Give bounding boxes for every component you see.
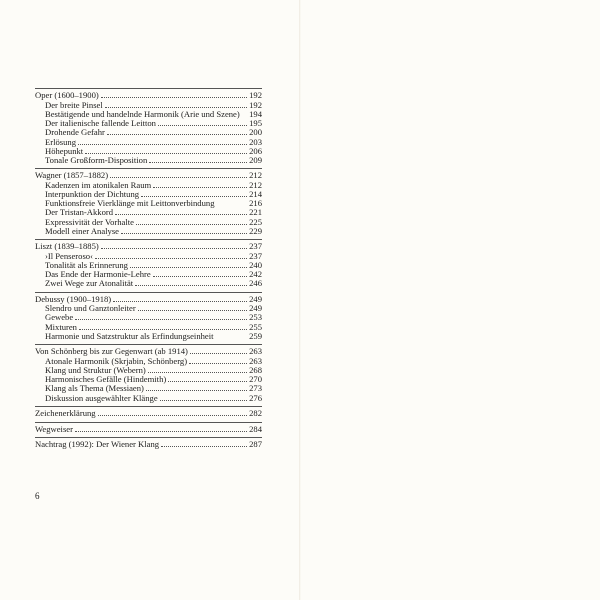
- toc-dot-leader: [121, 227, 247, 234]
- toc-entry-title: Zeichenerklärung: [35, 407, 96, 418]
- toc-dot-leader: [101, 242, 247, 249]
- toc-entry-title: Nachtrag (1992): Der Wiener Klang: [35, 439, 160, 450]
- toc-page-number: 229: [249, 225, 262, 236]
- toc-section: [35, 168, 262, 239]
- right-page: [300, 0, 600, 600]
- toc-dot-leader: [98, 409, 248, 416]
- toc-dot-leader: [75, 425, 247, 432]
- toc-page-number: 242: [249, 269, 262, 280]
- toc-entry-title: Erlösung: [45, 136, 77, 147]
- toc-entry-title: Expressivität der Vorhalte: [45, 216, 134, 227]
- toc-dot-leader: [158, 119, 247, 126]
- toc-entry-title: Liszt (1839–1885): [35, 241, 99, 252]
- toc-subentry: [35, 332, 262, 341]
- toc-page-number: 253: [249, 312, 262, 323]
- toc-section: [35, 422, 262, 438]
- toc-chapter-entry: [35, 440, 262, 449]
- toc-page-number: 206: [249, 145, 262, 156]
- toc-page-number: 246: [249, 278, 262, 289]
- toc-page-number: 270: [249, 374, 262, 385]
- toc-entry-title: Atonale Harmonik (Skrjabin, Schönberg): [45, 355, 188, 366]
- toc-dot-leader: [110, 171, 247, 178]
- toc-section: [35, 406, 262, 422]
- toc-entry-title: Debussy (1900–1918): [35, 293, 112, 304]
- toc-dot-leader: [168, 375, 247, 382]
- toc-dot-leader: [138, 304, 247, 311]
- toc-page-number: 203: [249, 136, 262, 147]
- toc-page-number: 214: [249, 189, 262, 200]
- toc-chapter-entry: [35, 91, 262, 100]
- toc-dot-leader: [148, 366, 247, 373]
- toc-entry-title: Höhepunkt: [45, 145, 84, 156]
- toc-dot-leader: [105, 101, 247, 108]
- toc-page-number: 209: [249, 154, 262, 165]
- toc-entry-title: Zwei Wege zur Atonalität: [45, 278, 134, 289]
- toc-page-number: 249: [249, 293, 262, 304]
- toc-page-number: 263: [249, 346, 262, 357]
- toc-page-number: 273: [249, 383, 262, 394]
- toc-chapter-entry: [35, 409, 262, 418]
- toc-dot-leader: [101, 91, 247, 98]
- toc-entry-title: Gewebe: [45, 312, 74, 323]
- toc-section: [35, 88, 262, 168]
- toc-dot-leader: [130, 261, 247, 268]
- toc-page-number: 216: [249, 198, 262, 209]
- toc-page-number: 276: [249, 392, 262, 403]
- toc-dot-leader: [217, 200, 248, 206]
- toc-subentry: [35, 227, 262, 236]
- toc-dot-leader: [75, 313, 247, 320]
- toc-dot-leader: [153, 181, 247, 188]
- page-number-left: 6: [35, 491, 40, 501]
- toc-chapter-entry: [35, 347, 262, 356]
- toc-entry-title: Funktionsfreie Vierklänge mit Leittonverbindung: [45, 198, 215, 209]
- toc-dot-leader: [216, 333, 248, 339]
- toc-entry-title: Tonalität als Erinnerung: [45, 259, 128, 270]
- toc-dot-leader: [136, 218, 247, 225]
- toc-page-number: 195: [249, 118, 262, 129]
- toc-section: [35, 437, 262, 453]
- toc-entry-title: Interpunktion der Dichtung: [45, 189, 140, 200]
- toc-page-number: 212: [249, 179, 262, 190]
- toc-chapter-entry: [35, 242, 262, 251]
- toc-dot-leader: [161, 440, 247, 447]
- toc-section: [35, 292, 262, 345]
- toc-dot-leader: [153, 270, 247, 277]
- toc-entry-title: Klang und Struktur (Webern): [45, 364, 146, 375]
- toc-dot-leader: [135, 279, 247, 286]
- toc-dot-leader: [242, 111, 247, 117]
- toc-subentry: [35, 394, 262, 403]
- toc-page-number: 192: [249, 90, 262, 100]
- toc-entry-title: Tonale Großform-Disposition: [45, 154, 148, 165]
- toc-entry-title: Der Tristan-Akkord: [45, 207, 114, 218]
- toc-dot-leader: [107, 128, 247, 135]
- toc-section: [35, 344, 262, 406]
- toc-entry-title: Slendro und Ganztonleiter: [45, 303, 136, 314]
- toc-entry-title: Bestätigende und handelnde Harmonik (Arie und Szene): [45, 108, 240, 119]
- toc-dot-leader: [149, 156, 247, 163]
- toc-page-number: 249: [249, 303, 262, 314]
- toc-entry-title: Modell einer Analyse: [45, 225, 119, 236]
- toc-dot-leader: [115, 208, 247, 215]
- toc-dot-leader: [190, 347, 247, 354]
- toc-dot-leader: [141, 190, 247, 197]
- toc-page-number: 263: [249, 355, 262, 366]
- toc-chapter-entry: [35, 171, 262, 180]
- toc-page-number: 237: [249, 250, 262, 261]
- toc-page-number: 284: [249, 423, 262, 434]
- toc-entry-title: Kadenzen im atonikalen Raum: [45, 179, 152, 190]
- toc-entry-title: Wagner (1857–1882): [35, 170, 109, 181]
- toc-dot-leader: [79, 323, 247, 330]
- toc-page-number: 255: [249, 321, 262, 332]
- toc-entry-title: Das Ende der Harmonie-Lehre: [45, 269, 151, 280]
- toc-page-number: 287: [249, 439, 262, 450]
- toc-entry-title: Der breite Pinsel: [45, 99, 103, 110]
- toc-dot-leader: [113, 295, 247, 302]
- toc-dot-leader: [189, 357, 247, 364]
- toc-entry-title: ›Il Penseroso‹: [45, 250, 93, 261]
- toc-page-number: 221: [249, 207, 262, 218]
- toc-entry-title: Der italienische fallende Leitton: [45, 118, 156, 129]
- toc-page-number: 200: [249, 127, 262, 138]
- toc-dot-leader: [160, 394, 247, 401]
- toc-subentry: [35, 156, 262, 165]
- toc-page-number: 225: [249, 216, 262, 227]
- toc-page-number: 237: [249, 241, 262, 252]
- toc-entry-title: Harmonie und Satzstruktur als Erfindungseinheit: [45, 330, 214, 341]
- toc-entry-title: Mixturen: [45, 321, 77, 332]
- toc-page-number: 212: [249, 170, 262, 181]
- toc-dot-leader: [78, 138, 247, 145]
- toc-dot-leader: [85, 147, 247, 154]
- toc-page-number: 192: [249, 99, 262, 110]
- toc-entry-title: Diskussion ausgewählter Klänge: [45, 392, 158, 403]
- toc-dot-leader: [146, 384, 247, 391]
- toc-entry-title: Harmonisches Gefälle (Hindemith): [45, 374, 167, 385]
- toc-entry-title: Klang als Thema (Messiaen): [45, 383, 144, 394]
- toc-section: [35, 239, 262, 292]
- toc-page-number: 268: [249, 364, 262, 375]
- toc-page-number: 240: [249, 259, 262, 270]
- toc-entry-title: Oper (1600–1900): [35, 90, 99, 100]
- toc-page-number: 194: [249, 108, 262, 119]
- toc-subentry: [35, 279, 262, 288]
- toc-chapter-entry: [35, 425, 262, 434]
- toc-page-number: 259: [249, 330, 262, 341]
- toc-entry-title: Von Schönberg bis zur Gegenwart (ab 1914): [35, 346, 188, 357]
- toc-entry-title: Wegweiser: [35, 423, 73, 434]
- toc-page-number: 282: [249, 407, 262, 418]
- toc-dot-leader: [95, 252, 247, 259]
- toc-entry-title: Drohende Gefahr: [45, 127, 105, 138]
- table-of-contents: [35, 88, 262, 453]
